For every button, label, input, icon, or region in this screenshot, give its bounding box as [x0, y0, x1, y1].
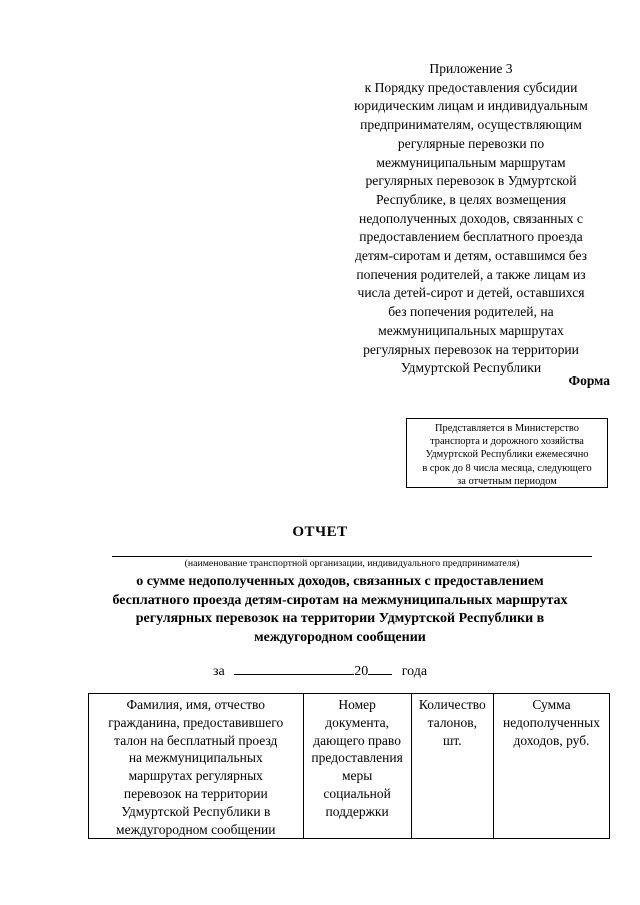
report-table — [88, 693, 610, 839]
header-line: междугородном сообщении — [116, 821, 276, 837]
subject-line: междугородном сообщении — [254, 629, 426, 645]
header-line: талон на бесплатный проезд — [114, 732, 278, 748]
period-year-prefix: 20 — [354, 664, 369, 679]
subject-line: регулярных перевозок на территории Удмуртской Республики в — [135, 611, 545, 626]
form-label: Форма — [568, 373, 610, 388]
header-line: гражданина, предоставившего — [108, 714, 284, 730]
appendix-line: юридическим лицам и индивидуальным — [354, 98, 588, 114]
appendix-line: числа детей-сирот и детей, оставшихся — [357, 285, 585, 301]
notice-line: в срок до 8 числа месяца, следующего — [422, 462, 592, 474]
appendix-line: Удмуртской Республики — [400, 360, 542, 376]
period-year-blank[interactable] — [368, 660, 392, 675]
submission-notice-box — [406, 418, 608, 488]
report-title: ОТЧЕТ — [292, 524, 348, 540]
header-cell-lost-income-sum — [493, 694, 609, 839]
appendix-line: без попечения родителей, на — [388, 304, 554, 320]
appendix-line: попечения родителей, а также лицам из — [356, 266, 586, 282]
organization-name-line[interactable] — [112, 556, 592, 557]
notice-line: Удмуртской Республики ежемесячно — [425, 449, 589, 461]
header-line: Удмуртской Республики в — [121, 803, 271, 819]
header-line: талонов, — [427, 714, 478, 730]
notice-line: Представляется в Министерство — [435, 423, 579, 434]
period-prefix: за — [212, 664, 225, 679]
header-line: перевозок на территории — [123, 785, 268, 801]
header-line: поддержки — [325, 803, 389, 819]
appendix-block — [340, 60, 602, 378]
appendix-line: регулярных перевозок на территории — [363, 341, 579, 357]
notice-line: транспорта и дорожного хозяйства — [430, 436, 584, 448]
appendix-line: Республике, в целях возмещения — [375, 191, 566, 207]
subject-line: о сумме недополученных доходов, связанных с предоставлением — [136, 574, 544, 589]
appendix-line: Приложение 3 — [429, 61, 513, 76]
header-line: меры — [341, 768, 373, 784]
header-line: дающего право — [313, 732, 401, 748]
header-line: предоставления — [311, 750, 403, 766]
header-line: Номер — [338, 697, 376, 712]
header-cell-ticket-count — [411, 694, 493, 839]
appendix-line: регулярные перевозки по — [397, 135, 545, 151]
header-line: социальной — [323, 785, 391, 801]
table-header-row — [89, 694, 610, 839]
header-line: Фамилия, имя, отчество — [126, 697, 266, 712]
header-line: доходов, руб. — [513, 732, 590, 748]
header-cell-document-number — [303, 694, 411, 839]
appendix-line: предоставлением бесплатного проезда — [359, 229, 583, 245]
header-line: шт. — [443, 732, 462, 748]
reporting-period — [0, 660, 640, 680]
report-subject — [100, 573, 580, 647]
header-cell-full-name — [89, 694, 304, 839]
organization-name-caption: (наименование транспортной организации, индивидуального предпринимателя) — [184, 558, 520, 569]
notice-line: за отчетным периодом — [457, 475, 557, 487]
appendix-line: к Порядку предоставления субсидии — [364, 79, 578, 95]
appendix-line: межмуниципальным маршрутам — [376, 154, 566, 170]
header-line: Сумма — [532, 697, 571, 712]
header-line: недополученных — [502, 714, 600, 730]
appendix-line: детям-сиротам и детям, оставшимся без — [354, 248, 588, 264]
appendix-line: межмуниципальных маршрутах — [378, 322, 564, 338]
appendix-line: недополученных доходов, связанных с — [359, 210, 583, 226]
period-suffix: года — [401, 664, 428, 679]
appendix-line: регулярных перевозок в Удмуртской — [365, 173, 577, 189]
header-line: на межмуниципальных — [128, 750, 263, 766]
subject-line: бесплатного проезда детям-сиротам на межмуниципальных маршрутах — [112, 592, 568, 608]
header-line: документа, — [325, 714, 389, 730]
header-line: Количество — [418, 697, 486, 712]
header-line: маршрутах регулярных — [128, 768, 263, 784]
appendix-line: предпринимателям, осуществляющим — [360, 117, 582, 133]
period-month-blank[interactable] — [234, 660, 354, 675]
